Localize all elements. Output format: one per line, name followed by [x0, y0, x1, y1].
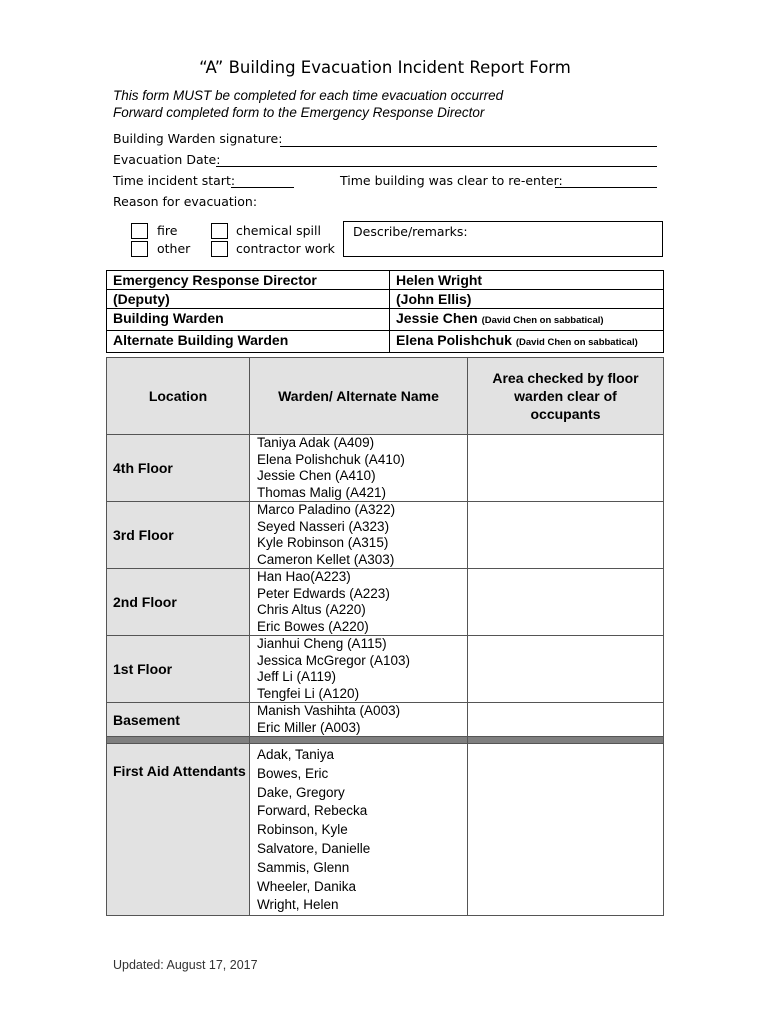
first-aid-name: Adak, Taniya	[257, 747, 335, 762]
floor-location: 2nd Floor	[107, 569, 250, 636]
incident-start-label: Time incident start:	[113, 173, 236, 188]
other-checkbox-label: other	[157, 241, 191, 256]
remarks-field[interactable]	[343, 221, 663, 257]
warden-name: Tengfei Li (A120)	[257, 685, 360, 701]
evacuation-date-label: Evacuation Date:	[113, 152, 221, 167]
warden-table	[106, 357, 664, 916]
warden-name: Cameron Kellet (A303)	[257, 551, 395, 567]
contractor-work-checkbox-label: contractor work	[236, 241, 335, 256]
floor-location: 4th Floor	[107, 435, 250, 502]
warden-name: Jianhui Cheng (A115)	[257, 636, 387, 651]
table-separator	[107, 737, 664, 744]
remarks-label: Describe/remarks:	[353, 224, 468, 239]
warden-name: Jeff Li (A119)	[257, 669, 337, 684]
contact-note: (David Chen on sabbatical)	[481, 315, 604, 326]
first-aid-name: Wright, Helen	[257, 897, 339, 913]
fire-checkbox-label: fire	[157, 223, 178, 238]
first-aid-row	[107, 744, 664, 916]
warden-name: Thomas Malig (A421)	[257, 484, 387, 500]
contacts-table	[106, 270, 664, 353]
warden-names	[250, 435, 468, 502]
warden-name: Eric Bowes (A220)	[257, 618, 369, 634]
area-checked-header: Area checked by floor warden clear of occupants	[468, 358, 664, 435]
reason-label: Reason for evacuation:	[113, 194, 258, 209]
warden-name: Seyed Nasseri (A323)	[257, 518, 390, 534]
warden-name: Peter Edwards (A223)	[257, 585, 390, 601]
page-title: “A” Building Evacuation Incident Report Form	[199, 58, 571, 77]
contractor-work-checkbox[interactable]	[211, 241, 228, 257]
table-row	[107, 502, 664, 569]
floor-location: 3rd Floor	[107, 502, 250, 569]
area-checked-cell[interactable]	[468, 703, 664, 737]
contact-name-text: (John Ellis)	[396, 291, 472, 307]
warden-names	[250, 703, 468, 737]
warden-name: Taniya Adak (A409)	[257, 435, 375, 450]
first-aid-name: Robinson, Kyle	[257, 822, 348, 838]
contact-name	[390, 331, 664, 353]
first-aid-label: First Aid Attendants	[107, 744, 250, 916]
intro-line-1: This form MUST be completed for each time evacuation occurred	[113, 88, 504, 103]
warden-name: Manish Vashihta (A003)	[257, 703, 401, 718]
contact-name	[390, 309, 664, 331]
building-clear-label: Time building was clear to re-enter:	[340, 173, 563, 188]
floor-location: 1st Floor	[107, 636, 250, 703]
contact-name-text: Jessie Chen	[396, 310, 478, 326]
contacts-row	[107, 271, 664, 290]
warden-names	[250, 636, 468, 703]
first-aid-name: Forward, Rebecka	[257, 803, 368, 819]
first-aid-name: Bowes, Eric	[257, 765, 329, 781]
contacts-row	[107, 331, 664, 353]
floor-location: Basement	[107, 703, 250, 737]
warden-name: Kyle Robinson (A315)	[257, 535, 389, 550]
table-row	[107, 569, 664, 636]
contact-name	[390, 271, 664, 290]
warden-name: Jessica McGregor (A103)	[257, 652, 411, 668]
table-row	[107, 703, 664, 737]
contact-role: Alternate Building Warden	[107, 331, 390, 353]
updated-date: Updated: August 17, 2017	[113, 958, 258, 972]
separator-cell	[468, 737, 664, 744]
contacts-row	[107, 309, 664, 331]
separator-cell	[250, 737, 468, 744]
evacuation-date-field[interactable]	[216, 166, 657, 167]
contact-role: (Deputy)	[107, 290, 390, 309]
signature-label: Building Warden signature:	[113, 131, 283, 146]
warden-table-header	[107, 358, 664, 435]
contact-note: (David Chen on sabbatical)	[515, 337, 638, 348]
warden-names	[250, 569, 468, 636]
warden-name: Eric Miller (A003)	[257, 719, 361, 735]
first-aid-names	[250, 744, 468, 916]
other-checkbox[interactable]	[131, 241, 148, 257]
signature-field[interactable]	[280, 146, 657, 147]
building-clear-field[interactable]	[555, 187, 657, 188]
warden-name-header: Warden/ Alternate Name	[250, 358, 468, 435]
warden-names	[250, 502, 468, 569]
warden-name: Chris Altus (A220)	[257, 602, 366, 617]
incident-start-field[interactable]	[231, 187, 294, 188]
first-aid-name: Sammis, Glenn	[257, 859, 350, 875]
area-checked-cell[interactable]	[468, 435, 664, 502]
first-aid-name: Salvatore, Danielle	[257, 840, 371, 856]
chemical-spill-checkbox-label: chemical spill	[236, 223, 321, 238]
contact-role: Building Warden	[107, 309, 390, 331]
contact-name-text: Helen Wright	[396, 272, 483, 288]
table-row	[107, 435, 664, 502]
area-checked-cell[interactable]	[468, 744, 664, 916]
separator-cell	[107, 737, 250, 744]
contact-name	[390, 290, 664, 309]
area-checked-cell[interactable]	[468, 636, 664, 703]
first-aid-name: Wheeler, Danika	[257, 878, 357, 894]
area-checked-cell[interactable]	[468, 502, 664, 569]
table-row	[107, 636, 664, 703]
contact-name-text: Elena Polishchuk	[396, 332, 512, 348]
warden-name: Marco Paladino (A322)	[257, 502, 396, 517]
first-aid-name: Dake, Gregory	[257, 784, 345, 800]
location-header: Location	[107, 358, 250, 435]
contact-role: Emergency Response Director	[107, 271, 390, 290]
warden-name: Han Hao(A223)	[257, 569, 351, 584]
area-checked-cell[interactable]	[468, 569, 664, 636]
warden-name: Elena Polishchuk (A410)	[257, 451, 405, 467]
warden-name: Jessie Chen (A410)	[257, 468, 376, 483]
fire-checkbox[interactable]	[131, 223, 148, 239]
chemical-spill-checkbox[interactable]	[211, 223, 228, 239]
intro-line-2: Forward completed form to the Emergency Response Director	[113, 105, 485, 120]
contacts-row	[107, 290, 664, 309]
